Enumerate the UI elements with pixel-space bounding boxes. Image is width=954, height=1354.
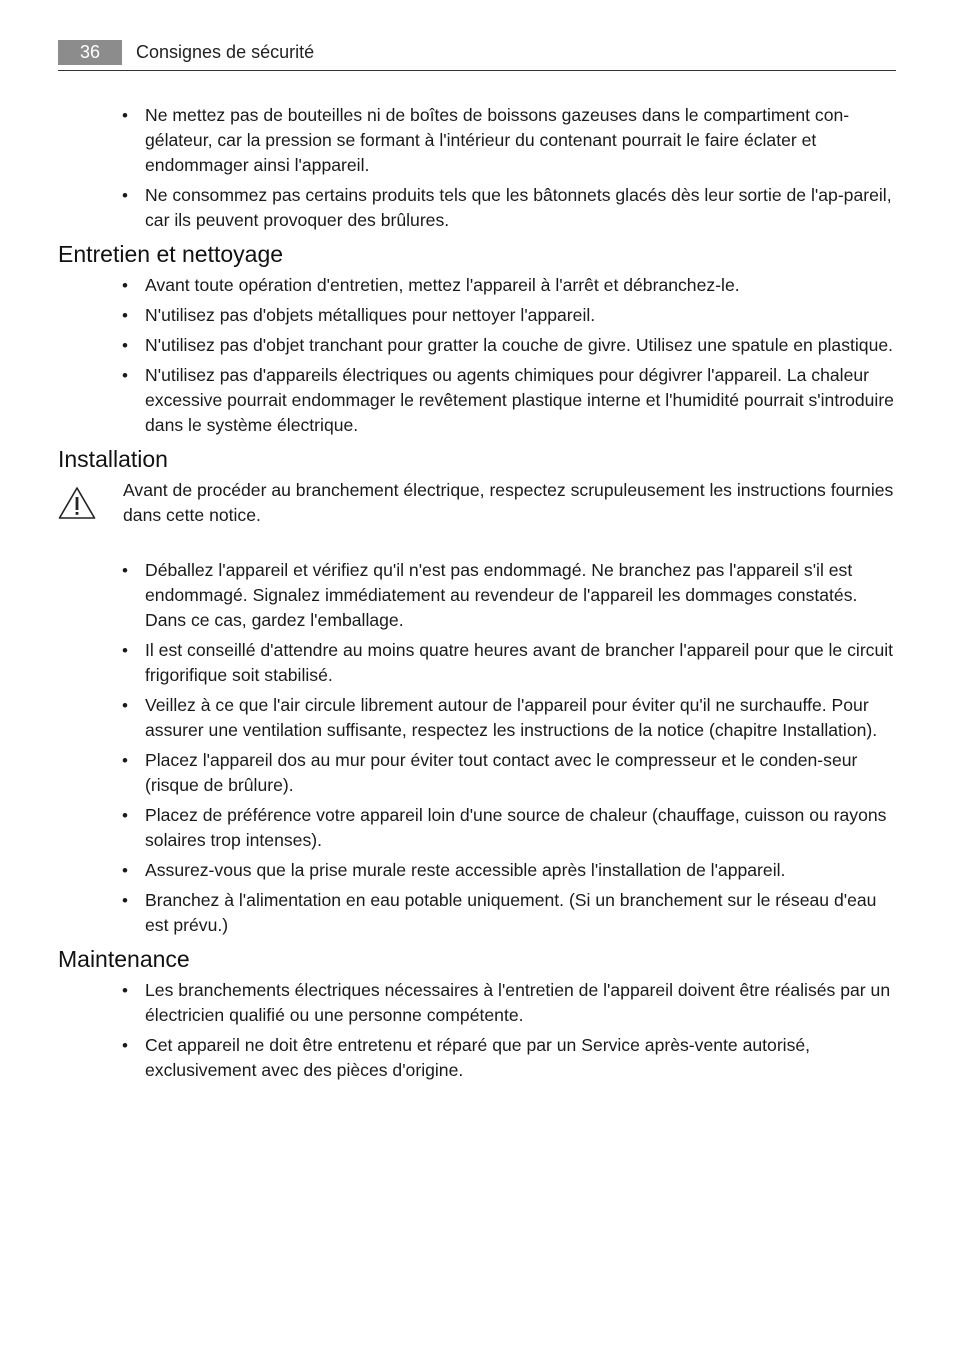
list-item-text: Les branchements électriques nécessaires à l'entretien de l'appareil doivent être réalisés par un électricien qualifié ou une personne compétente. [145,980,891,1025]
list-item-text: Veillez à ce que l'air circule librement autour de l'appareil pour éviter qu'il ne surchauffe. Pour assurer une ventilation suffisante, respectez les instructions de la notice (chapitre Installation). [145,695,878,740]
bullet-icon: • [122,186,128,205]
list-item [58,638,896,688]
installation-list [58,558,896,938]
maintenance-list [58,978,896,1083]
bullet-icon: • [122,336,128,355]
list-item [58,888,896,938]
list-item [58,748,896,798]
bullet-icon: • [122,106,128,125]
bullet-icon: • [122,696,128,715]
list-item [58,978,896,1028]
list-item-text: Placez l'appareil dos au mur pour éviter tout contact avec le compresseur et le conden-seur (risque de brûlure). [145,750,858,795]
list-item [58,558,896,633]
section-title-installation: Installation [58,446,168,472]
list-item-text: Il est conseillé d'attendre au moins quatre heures avant de brancher l'appareil pour que le circuit frigorifique soit stabilisé. [145,640,894,685]
entretien-list [58,273,896,438]
list-item-text: Cet appareil ne doit être entretenu et réparé que par un Service après-vente autorisé, exclusivement avec des pièces d'origine. [145,1035,811,1080]
warning-text: Avant de procéder au branchement électrique, respectez scrupuleusement les instructions fournies dans cette notice. [123,480,894,525]
bullet-icon: • [122,366,128,385]
page-header [58,40,896,71]
list-item-text: Assurez-vous que la prise murale reste accessible après l'installation de l'appareil. [145,860,786,880]
intro-list [58,103,896,233]
list-item [58,103,896,178]
list-item-text: Avant toute opération d'entretien, mettez l'appareil à l'arrêt et débranchez-le. [145,275,740,295]
bullet-icon: • [122,751,128,770]
list-item [58,303,896,328]
list-item-text: N'utilisez pas d'objet tranchant pour gratter la couche de givre. Utilisez une spatule en plastique. [145,335,894,355]
bullet-icon: • [122,276,128,295]
bullet-icon: • [122,806,128,825]
list-item [58,333,896,358]
list-item [58,803,896,853]
page-number: 36 [58,40,122,65]
warning-triangle-icon [58,486,96,520]
list-item-text: Déballez l'appareil et vérifiez qu'il n'est pas endommagé. Ne branchez pas l'appareil s'il est endommagé. Signalez immédiatement au revendeur de l'appareil les dommages constatés. Dans ce cas, gardez l'emballage. [145,560,858,630]
list-item-text: N'utilisez pas d'appareils électriques ou agents chimiques pour dégivrer l'appareil. La chaleur excessive pourrait endommager le revêtement plastique interne et l'humidité pourrait s'introduire dans le système électrique. [145,365,894,435]
list-item [58,183,896,233]
list-item-text: Ne consommez pas certains produits tels que les bâtonnets glacés dès leur sortie de l'ap-pareil, car ils peuvent provoquer des brûlures. [145,185,892,230]
page-content [58,103,896,1088]
list-item [58,1033,896,1083]
list-item-text: N'utilisez pas d'objets métalliques pour nettoyer l'appareil. [145,305,596,325]
list-item [58,693,896,743]
bullet-icon: • [122,1036,128,1055]
bullet-icon: • [122,306,128,325]
section-title-maintenance: Maintenance [58,946,190,972]
bullet-icon: • [122,981,128,1000]
bullet-icon: • [122,561,128,580]
bullet-icon: • [122,641,128,660]
list-item-text: Placez de préférence votre appareil loin d'une source de chaleur (chauffage, cuisson ou rayons solaires trop intenses). [145,805,887,850]
bullet-icon: • [122,891,128,910]
list-item-text: Ne mettez pas de bouteilles ni de boîtes de boissons gazeuses dans le compartiment con-gélateur, car la pression se formant à l'intérieur du contenant pourrait le faire éclater et endommager ainsi l'appareil. [145,105,850,175]
list-item [58,273,896,298]
list-item-text: Branchez à l'alimentation en eau potable uniquement. (Si un branchement sur le réseau d'eau est prévu.) [145,890,877,935]
section-title-entretien: Entretien et nettoyage [58,241,284,267]
list-item [58,363,896,438]
list-item [58,858,896,883]
header-title: Consignes de sécurité [136,42,315,62]
installation-warning [58,478,896,528]
bullet-icon: • [122,861,128,880]
